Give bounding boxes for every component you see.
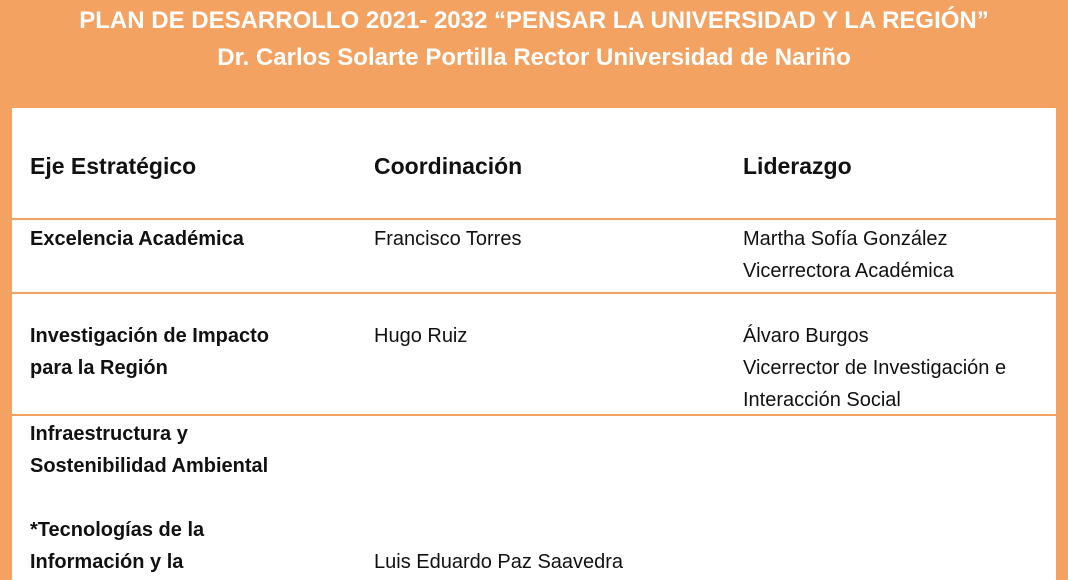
row-3-eje-line2: Sostenibilidad Ambiental: [30, 455, 269, 477]
row-3-eje-line1: Infraestructura y: [30, 423, 188, 445]
row-3-eje-line4: *Tecnologías de la: [30, 519, 205, 541]
row-2-liderazgo-role-line1: Vicerrector de Investigación e: [743, 357, 1007, 379]
row-1-liderazgo-role: Vicerrectora Académica: [743, 260, 954, 282]
row-2-liderazgo-name: Álvaro Burgos: [743, 325, 869, 347]
row-1-eje: Excelencia Académica: [30, 228, 244, 250]
row-2-coordinacion: Hugo Ruiz: [374, 325, 468, 347]
row-divider: [12, 292, 1056, 294]
row-2-eje-line2: para la Región: [30, 357, 168, 379]
row-2-liderazgo-role-line2: Interacción Social: [743, 389, 901, 411]
row-divider: [12, 414, 1056, 416]
column-header-coordinacion: Coordinación: [374, 153, 523, 179]
column-header-liderazgo: Liderazgo: [743, 153, 852, 179]
row-3-eje-line5: Información y la: [30, 551, 184, 573]
row-1-liderazgo-name: Martha Sofía González: [743, 228, 948, 250]
document-header: [0, 0, 1068, 108]
rector-subtitle: Dr. Carlos Solarte Portilla Rector Universidad de Nariño: [217, 44, 851, 71]
plan-title: PLAN DE DESARROLLO 2021- 2032 “PENSAR LA UNIVERSIDAD Y LA REGIÓN”: [79, 7, 989, 34]
row-3-coordinacion: Luis Eduardo Paz Saavedra: [374, 551, 624, 573]
row-divider: [12, 218, 1056, 220]
row-1-coordinacion: Francisco Torres: [374, 228, 522, 250]
row-2-eje-line1: Investigación de Impacto: [30, 325, 269, 347]
column-header-eje: Eje Estratégico: [30, 153, 197, 179]
